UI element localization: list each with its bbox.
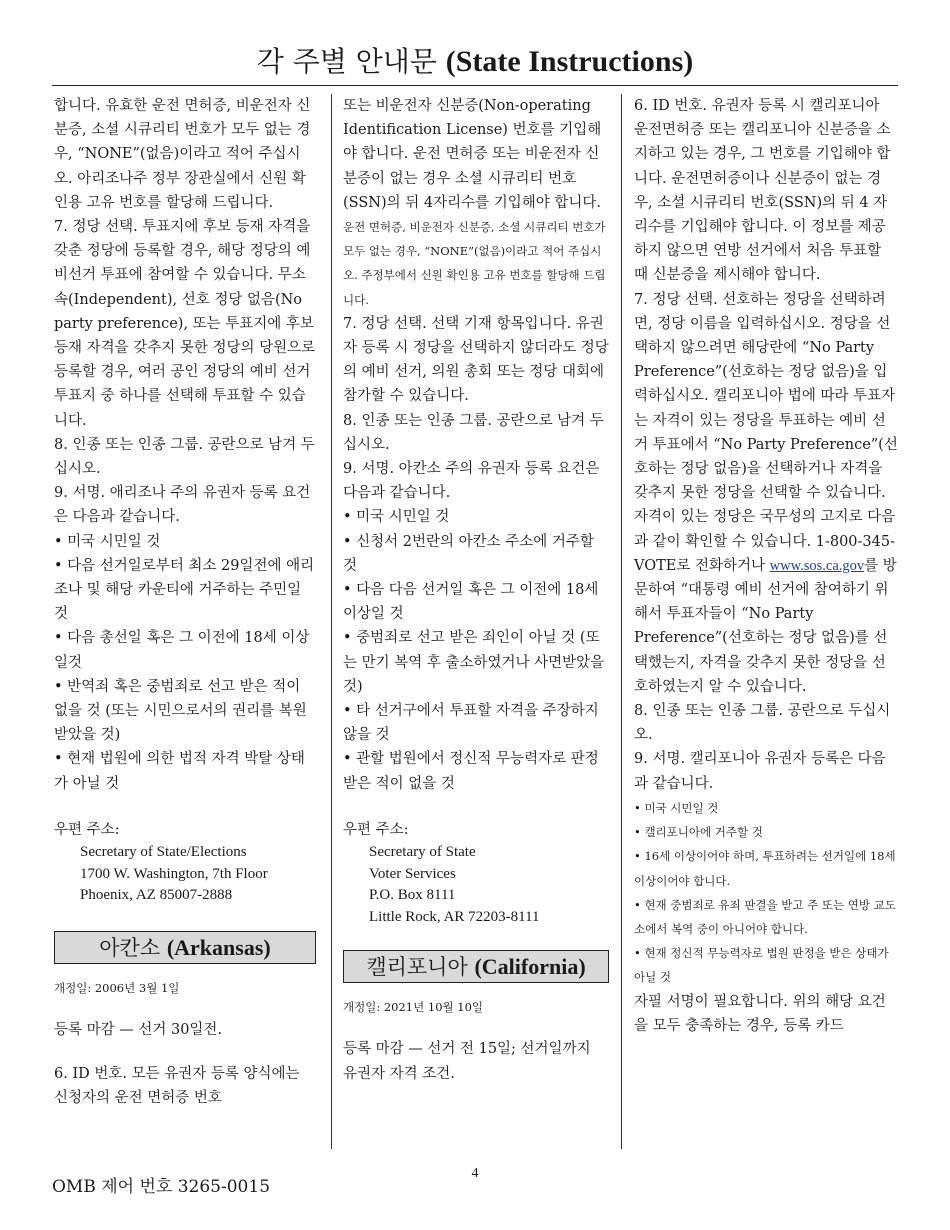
page-title xyxy=(0,40,950,80)
list-item: • 다음 총선일 혹은 그 이전에 18세 이상일것 xyxy=(54,630,310,671)
list-item: • 신청서 2번란의 아칸소 주소에 거주할 것 xyxy=(343,533,594,574)
paragraph-small-text: 운전 면허증, 비운전자 신분증, 소셜 시큐리티 번호가 모두 없는 경우, “NONE”(없음)이라고 적어 주십시오. 주정부에서 신원 확인용 고유 번호를 할당해 드립니다. xyxy=(343,220,606,307)
list-item: • 다음 다음 선거일 혹은 그 이전에 18세 이상일 것 xyxy=(343,582,599,623)
paragraph: 합니다. 유효한 운전 면허증, 비운전자 신분증, 소셜 시큐리티 번호가 모두 없는 경우, “NONE”(없음)이라고 적어 주십시오. 아리조나주 정부 장관실에서 신원 확인용 고유 번호를 할당해 드립니다. xyxy=(54,98,311,211)
list-item: • 중범죄로 선고 받은 죄인이 아닐 것 (또는 만기 복역 후 출소하였거나 사면받았을 것) xyxy=(343,630,605,695)
paragraph: 9. 서명. 캘리포니아 유권자 등록은 다음과 같습니다. xyxy=(634,751,886,792)
list-item: • 현재 법원에 의한 법적 자격 박탈 상태가 아닐 것 xyxy=(54,751,305,792)
paragraph: 자필 서명이 필요합니다. 위의 해당 요건을 모두 충족하는 경우, 등록 카드 xyxy=(634,993,886,1034)
list-item: • 현재 중범죄로 유죄 판결을 받고 주 또는 연방 교도소에서 복역 중이 아니어야 합니다. xyxy=(634,897,896,936)
list-item: • 반역죄 혹은 중범죄로 선고 받은 적이 없을 것 (또는 시민으로서의 권리를 복원 받았을 것) xyxy=(54,678,307,744)
list-item: • 미국 시민일 것 xyxy=(343,509,450,526)
column-divider-1 xyxy=(331,94,332,1149)
state-name-en: (California) xyxy=(474,954,586,980)
page-number: 4 xyxy=(471,1166,479,1181)
list-item: • 캘리포니아에 거주할 것 xyxy=(634,825,763,840)
address-line: Little Rock, AR 72203-8111 xyxy=(369,908,540,925)
revised-date: 개정일: 2006년 3월 1일 xyxy=(54,980,180,995)
address-line: P.O. Box 8111 xyxy=(369,887,456,904)
paragraph-text: 또는 비운전자 신분증(Non-operating Identification License) 번호를 기입해야 합니다. 운전 면허증 또는 비운전자 신분증이 없는 경우 소셜 시큐리티 번호(SSN)의 뒤 4자리수를 기입해야 합니다. xyxy=(343,98,602,211)
list-item: • 미국 시민일 것 xyxy=(54,533,161,550)
mailing-address xyxy=(343,842,609,928)
state-heading-california xyxy=(343,950,609,983)
list-item: • 현재 정신적 무능력자로 법원 판정을 받은 상태가 아닐 것 xyxy=(634,946,889,985)
state-name-ko: 아칸소 xyxy=(99,935,161,960)
list-item: • 16세 이상이어야 하며, 투표하려는 선거일에 18세 이상이어야 합니다. xyxy=(634,849,896,888)
paragraph: 8. 인종 또는 인종 그룹. 공란으로 두십시오. xyxy=(634,703,891,744)
paragraph: 9. 서명. 애리조나 주의 유권자 등록 요건은 다음과 같습니다. xyxy=(54,485,311,526)
state-name-en: (Arkansas) xyxy=(166,934,271,960)
list-item: • 관할 법원에서 정신적 무능력자로 판정받은 적이 없을 것 xyxy=(343,751,599,792)
column-2 xyxy=(343,94,609,1086)
list-item: • 다음 선거일로부터 최소 29일전에 애리조나 및 해당 카운티에 거주하는 주민일 것 xyxy=(54,557,315,623)
paragraph: 7. 정당 선택. 투표지에 후보 등재 자격을 갖춘 정당에 등록할 경우, 해당 정당의 예비선거 투표에 참여할 수 있습니다. 무소속(Independent), 선호 정당 없음(No party preference), 또는 투표지에 후보 등재 자격을 갖추지 못한 정당의 당원으로 등록할 경우, 여러 공인 정당의 예비 선거 투표지 중 하나를 선택해 투표할 수 있습니다. xyxy=(54,219,316,429)
column-divider-2 xyxy=(621,94,622,1149)
registration-deadline: 등록 마감 — 선거 전 15일; 선거일까지 유권자 자격 조건. xyxy=(343,1041,591,1082)
address-line: Secretary of State xyxy=(369,844,476,861)
paragraph: 8. 인종 또는 인종 그룹. 공란으로 남겨 두십시오. xyxy=(54,436,315,478)
mailing-address xyxy=(54,842,316,907)
paragraph-text: 7. 정당 선택. 선호하는 정당을 선택하려면, 정당 이름을 입력하십시오. 정당을 선택하지 않으려면 해당란에 “No Party Preference”(선호하는 정당 없음)을 입력하십시오. 캘리포니아 법에 따라 투표자는 자격이 있는 정당을 투표하는 예비 선거 투표에서 “No Party Preference”(선호하는 정당 없음)을 선택하거나 자격을 갖추지 못한 정당을 선택할 수 있습니다. 자격이 있는 정당은 국무성의 고지로 다음과 같이 확인할 수 있습니다. 1-800-345-VOTE로 전화하거나 xyxy=(634,291,898,574)
address-line: Voter Services xyxy=(369,865,456,882)
header-rule xyxy=(52,85,898,86)
paragraph: 9. 서명. 아칸소 주의 유권자 등록 요건은 다음과 같습니다. xyxy=(343,461,600,502)
omb-control-number: OMB 제어 번호 3265-0015 xyxy=(52,1177,271,1197)
address-line: Phoenix, AZ 85007-2888 xyxy=(80,887,233,904)
mail-label: 우편 주소: xyxy=(54,821,120,838)
registration-deadline: 등록 마감 — 선거 30일전. xyxy=(54,1021,223,1038)
column-3 xyxy=(634,94,898,1038)
list-item: • 타 선거구에서 투표할 자격을 주장하지 않을 것 xyxy=(343,703,599,744)
paragraph xyxy=(343,94,609,312)
address-line: Secretary of State/Elections xyxy=(80,844,247,861)
page-title-ko: 각 주별 안내문 xyxy=(256,45,437,78)
paragraph: 7. 정당 선택. 선택 기재 항목입니다. 유권자 등록 시 정당을 선택하지 않더라도 정당의 예비 선거, 의원 총회 또는 정당 대회에 참가할 수 있습니다. xyxy=(343,315,609,405)
paragraph: 8. 인종 또는 인종 그룹. 공란으로 남겨 두십시오. xyxy=(343,412,604,453)
state-heading-arkansas xyxy=(54,931,316,964)
paragraph: 6. ID 번호. 모든 유권자 등록 양식에는 신청자의 운전 면허증 번호 xyxy=(54,1066,300,1107)
sos-website-link[interactable]: www.sos.ca.gov xyxy=(769,557,865,574)
list-item: • 미국 시민일 것 xyxy=(634,800,719,815)
address-line: 1700 W. Washington, 7th Floor xyxy=(80,865,268,882)
paragraph xyxy=(634,288,898,699)
revised-date: 개정일: 2021년 10월 10일 xyxy=(343,1000,484,1015)
column-1 xyxy=(54,94,316,1110)
state-name-ko: 캘리포니아 xyxy=(366,955,468,980)
paragraph-text: 를 방문하여 “대통령 예비 선거에 참여하기 위해서 투표자들이 “No Party Preference”(선호하는 정당 없음)를 선택했는지, 자격을 갖추지 못한 정당을 선호하였는지 알 수 있습니다. xyxy=(634,557,897,695)
mail-label: 우편 주소: xyxy=(343,821,409,838)
page-title-en: (State Instructions) xyxy=(445,45,694,78)
paragraph: 6. ID 번호. 유권자 등록 시 캘리포니아 운전면허증 또는 캘리포니아 신분증을 소지하고 있는 경우, 그 번호를 기입해야 합니다. 운전면허증이나 신분증이 없는 경우, 소셜 시큐리티 번호(SSN)의 뒤 4 자리수를 기입해야 합니다. 이 정보를 제공하지 않으면 연방 선거에서 처음 투표할 때 신분증을 제시해야 합니다. xyxy=(634,98,891,284)
